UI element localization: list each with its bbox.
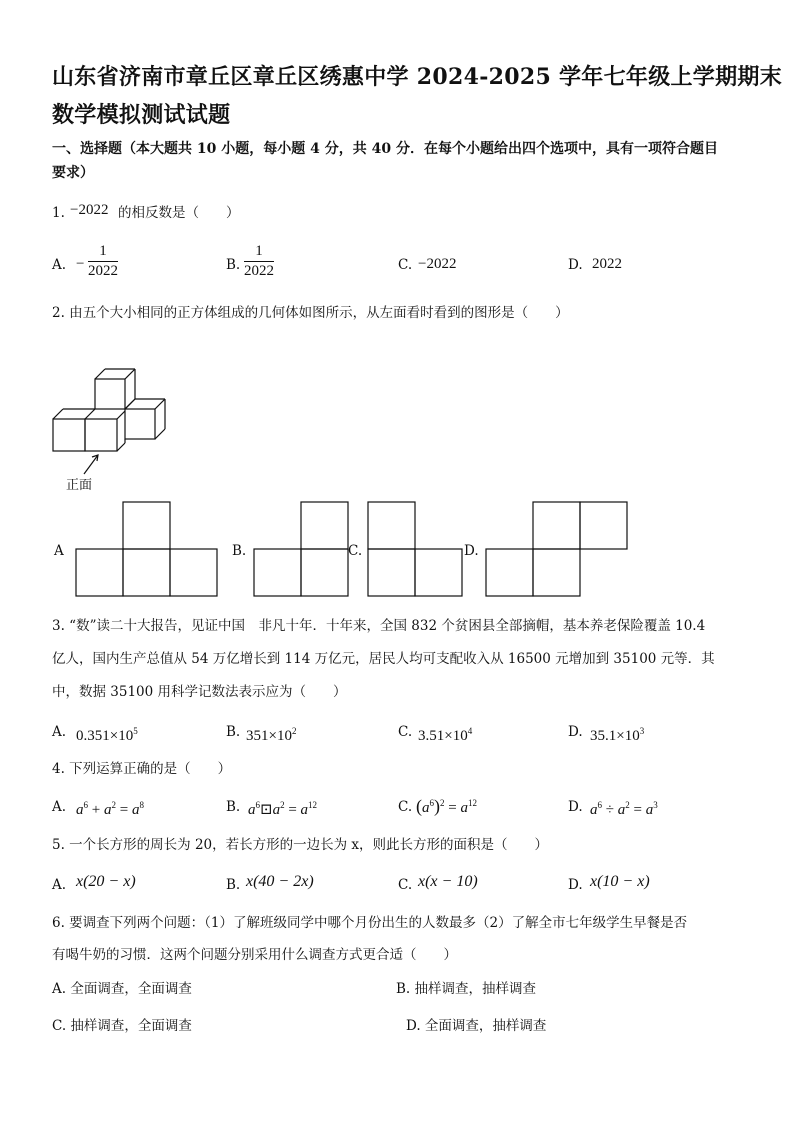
q5-option-c-expression: x(x − 10) <box>418 873 478 890</box>
q5-option-b-expression: x(40 − 2x) <box>246 873 314 890</box>
q3-option-c-exponent: 4 <box>467 726 473 736</box>
front-label: 正面 <box>66 478 93 493</box>
q1-option-d-value: 2022 <box>592 256 622 272</box>
q1-option-a-numerator: 1 <box>88 243 118 262</box>
q2-option-a-figure <box>74 500 220 598</box>
section-heading-line2: 要求） <box>52 165 94 181</box>
q2-option-c-figure <box>366 500 466 598</box>
page-title-line1: 山东省济南市章丘区章丘区绣惠中学 2024-2025 学年七年级上学期期末 <box>52 64 783 90</box>
q6-option-a: A. 全面调查，全面调查 <box>52 981 192 997</box>
q1-option-b-label: B. <box>226 257 241 273</box>
q1-option-a-denominator: 2022 <box>88 263 118 279</box>
q3-option-b-base: 351×10 <box>246 728 292 744</box>
q5-option-b-label: B. <box>226 877 241 893</box>
q1-expression: −2022 <box>70 202 109 218</box>
section-heading-line1: 一、选择题（本大题共 10 小题，每小题 4 分，共 40 分．在每个小题给出四个选项中，具有一项符合题目 <box>52 141 718 157</box>
q6-text-line2: 有喝牛奶的习惯．这两个问题分别采用什么调查方式更合适（ ） <box>52 947 457 963</box>
q4-option-c-expression: $(a^6)^2 = a^{12}$ <box>416 796 477 816</box>
q5-option-a-label: A. <box>52 877 67 893</box>
q3-option-a-exponent: 5 <box>133 726 138 736</box>
q2-option-b-label: B. <box>232 543 247 559</box>
q3-option-d-base: 35.1×10 <box>590 728 640 744</box>
q3-option-b <box>246 722 296 745</box>
q5-option-d-label: D. <box>568 877 583 893</box>
q3-text-line3: 中，数据 35100 用科学记数法表示应为（ ） <box>52 684 347 700</box>
q4-option-a-expression: $a^6 + a^2 = a^8$ <box>76 800 144 818</box>
q3-option-c-label: C. <box>398 724 413 740</box>
q3-option-c <box>418 722 472 745</box>
q1-option-a-fraction <box>88 243 118 280</box>
q3-text-line1: 3. “数”读二十大报告，见证中国 非凡十年．十年来，全国 832 个贫困县全部摘帽，基本养老保险覆盖 10.4 <box>52 618 706 634</box>
q4-option-d-label: D. <box>568 799 583 815</box>
q1-option-c-value: −2022 <box>418 256 457 272</box>
q3-option-a-base: 0.351×10 <box>76 728 134 744</box>
q1-text: 的相反数是（ ） <box>118 205 240 221</box>
q2-option-d-figure <box>484 500 632 598</box>
q4-option-b-label: B. <box>226 799 241 815</box>
q2-option-d-label: D. <box>464 543 479 559</box>
q1-option-a-sign: − <box>76 256 85 272</box>
q3-text-line2: 亿人，国内生产总值从 54 万亿增长到 114 万亿元，居民人均可支配收入从 16500 元增加到 35100 元等．其 <box>52 651 715 667</box>
q3-option-b-exponent: 2 <box>291 726 297 736</box>
q1-option-a-label: A. <box>52 257 67 273</box>
q5-option-d-expression: x(10 − x) <box>590 873 650 890</box>
q1-option-d-label: D. <box>568 257 583 273</box>
q6-option-b: B. 抽样调查，抽样调查 <box>396 981 537 997</box>
q2-option-b-figure <box>252 500 352 598</box>
q4-text: 4. 下列运算正确的是（ ） <box>52 761 232 777</box>
q6-option-c: C. 抽样调查，全面调查 <box>52 1018 192 1034</box>
page-title-line2: 数学模拟测试试题 <box>52 102 231 128</box>
q1-option-b-numerator: 1 <box>244 243 274 262</box>
q1-option-b-denominator: 2022 <box>244 263 274 279</box>
q6-text-line1: 6. 要调查下列两个问题：（1）了解班级同学中哪个月份出生的人数最多（2）了解全市七年级学生早餐是否 <box>52 915 688 931</box>
q3-option-a <box>76 722 138 745</box>
q4-option-b-expression: $a^6⊡a^2 = a^{12}$ <box>248 800 318 818</box>
q3-option-a-label: A. <box>52 724 67 740</box>
q5-option-c-label: C. <box>398 877 413 893</box>
q3-option-b-label: B. <box>226 724 241 740</box>
q2-text: 2. 由五个大小相同的正方体组成的几何体如图所示，从左面看时看到的图形是（ ） <box>52 305 569 321</box>
q4-option-a-label: A. <box>52 799 67 815</box>
q3-option-d-label: D. <box>568 724 583 740</box>
cube-figure <box>48 362 178 492</box>
q5-text: 5. 一个长方形的周长为 20，若长方形的一边长为 x，则此长方形的面积是（ ） <box>52 837 549 853</box>
q5-option-a-expression: x(20 − x) <box>76 873 136 890</box>
q3-option-d-exponent: 3 <box>639 726 645 736</box>
q3-option-d <box>590 722 644 745</box>
q2-option-c-label: C. <box>348 543 363 559</box>
q4-option-c-label: C. <box>398 799 413 815</box>
q4-option-d-expression: $a^6 \div a^2 = a^3$ <box>590 800 658 818</box>
q2-option-a-label: A <box>54 543 64 559</box>
q3-option-c-base: 3.51×10 <box>418 728 468 744</box>
q6-option-d: D. 全面调查，抽样调查 <box>406 1018 547 1034</box>
q1-number: 1. <box>52 205 65 221</box>
q1-option-b-fraction <box>244 243 274 280</box>
q1-option-c-label: C. <box>398 257 413 273</box>
